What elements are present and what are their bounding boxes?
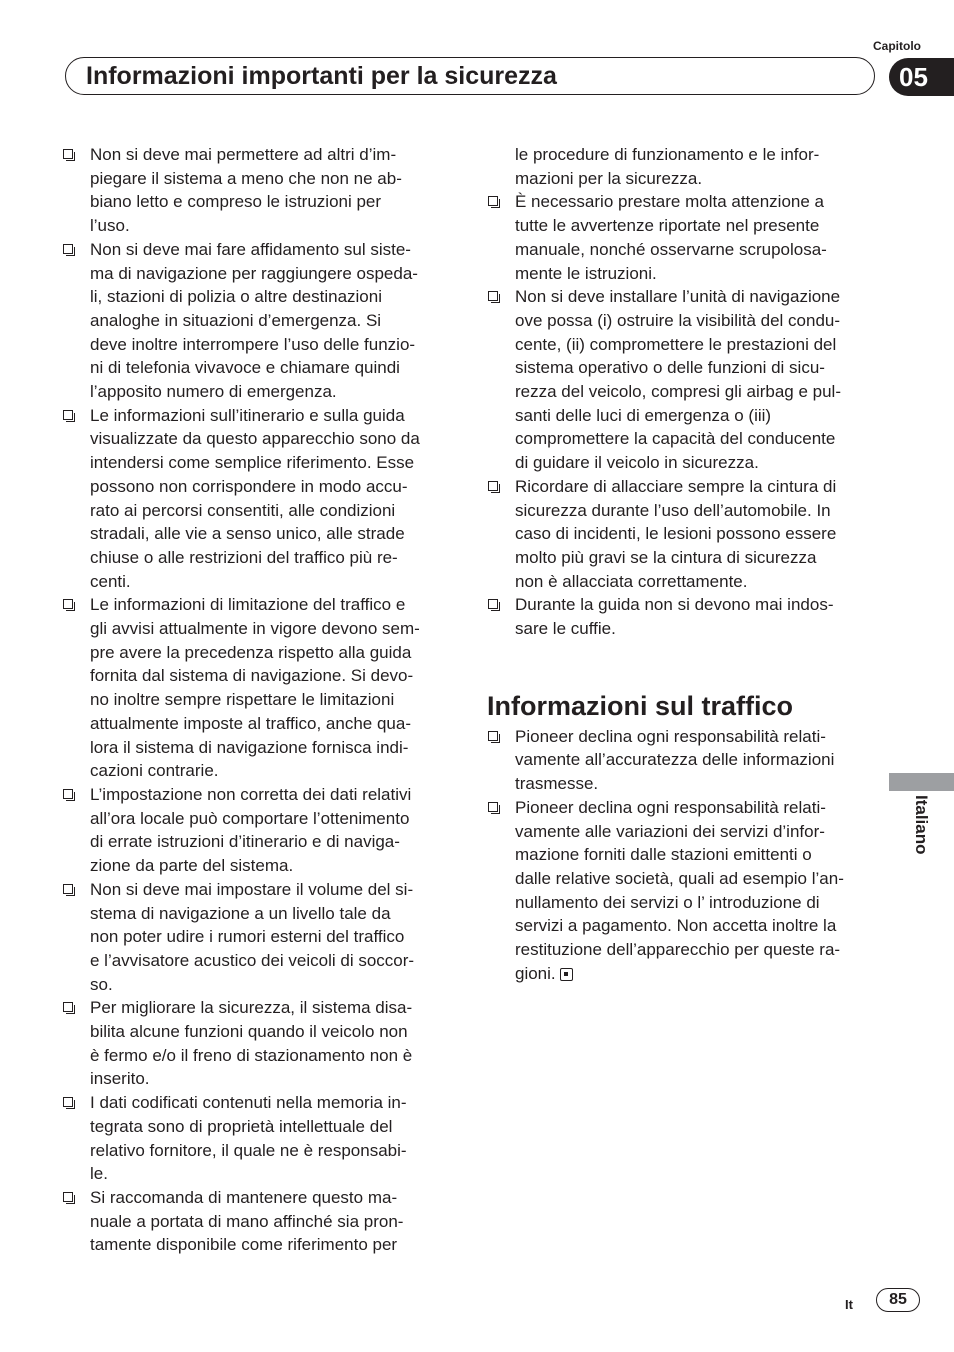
page-title: Informazioni importanti per la sicurezza	[86, 62, 557, 90]
list-item-text	[90, 404, 452, 594]
list-item-text	[515, 285, 877, 475]
text-line: deve inoltre interrompere l’uso delle funzio-	[90, 334, 416, 354]
text-line: ove possa (i) ostruire la visibilità del condu-	[515, 310, 841, 330]
list-item-text	[515, 796, 877, 986]
checkbox-bullet-icon	[488, 291, 498, 301]
checkbox-bullet-icon	[488, 731, 498, 741]
page-title-banner	[65, 57, 875, 95]
section-heading-traffic: Informazioni sul traffico	[487, 690, 794, 721]
text-line: all’ora locale può comportare l’ottenimento	[90, 808, 410, 828]
list-item	[487, 593, 877, 640]
checkbox-bullet-icon	[63, 149, 73, 159]
text-line: dalle relative società, quali ad esempio l’an-	[515, 868, 844, 888]
chapter-number: 05	[899, 62, 928, 92]
list-item-text	[515, 593, 877, 640]
checkbox-bullet-icon	[63, 1097, 73, 1107]
text-line: sicurezza durante l’uso dell’automobile. In	[515, 500, 831, 520]
text-line: Pioneer declina ogni responsabilità relati-	[515, 797, 826, 817]
text-line: caso di incidenti, le lesioni possono essere	[515, 524, 837, 544]
text-line: chiuse o alle restrizioni del traffico più re-	[90, 547, 398, 567]
text-line: cazioni contrarie.	[90, 761, 219, 781]
text-line: non è allacciata correttamente.	[515, 571, 748, 591]
text-line: le.	[90, 1164, 108, 1184]
text-line: attualmente imposte al traffico, anche qua-	[90, 713, 411, 733]
text-line: nullamento dei servizi o l’ introduzione di	[515, 892, 820, 912]
text-line: li, stazioni di polizia o altre destinazioni	[90, 287, 382, 307]
text-line: Le informazioni di limitazione del traffico e	[90, 595, 406, 615]
list-item	[62, 878, 452, 997]
text-line: gioni.	[515, 962, 877, 986]
traffic-info-list	[487, 725, 877, 986]
text-line: di errate istruzioni d’itinerario e di naviga-	[90, 832, 400, 852]
text-line: Durante la guida non si devono mai indos-	[515, 595, 834, 615]
chapter-label: Capitolo	[873, 39, 921, 53]
text-line: rezza del veicolo, compresi gli airbag e pul-	[515, 382, 841, 402]
checkbox-bullet-icon	[63, 1192, 73, 1202]
text-line: di guidare il veicolo in sicurezza.	[515, 453, 759, 473]
checkbox-bullet-icon	[63, 1002, 73, 1012]
text-line: è fermo e/o il freno di stazionamento non è	[90, 1045, 413, 1065]
text-line: fornita dal sistema di navigazione. Si devo-	[90, 666, 414, 686]
text-line: biano letto e compreso le istruzioni per	[90, 192, 382, 212]
text-line: lora il sistema di navigazione fornisca indi-	[90, 737, 409, 757]
text-line: compromettere la capacità del conducente	[515, 429, 836, 449]
text-line: santi delle luci di emergenza o (iii)	[515, 405, 772, 425]
language-side-tab	[889, 773, 954, 791]
text-line: Ricordare di allacciare sempre la cintura di	[515, 476, 837, 496]
checkbox-bullet-icon	[488, 481, 498, 491]
list-item	[487, 285, 877, 475]
text-line: I dati codificati contenuti nella memoria in-	[90, 1093, 407, 1113]
list-item	[62, 238, 452, 404]
text-line: Non si deve mai impostare il volume del si-	[90, 879, 414, 899]
safety-list-left	[62, 143, 452, 1257]
text-line: visualizzate da questo apparecchio sono da	[90, 429, 420, 449]
end-of-section-icon	[560, 968, 573, 981]
text-line: centi.	[90, 571, 131, 591]
text-line: e l’avvisatore acustico dei veicoli di soccor-	[90, 950, 415, 970]
text-line: ni di telefonia vivavoce e chiamare quindi	[90, 358, 400, 378]
text-line: gli avvisi attualmente in vigore devono sem-	[90, 619, 420, 639]
list-item	[62, 404, 452, 594]
list-item-text	[90, 878, 452, 997]
text-line: l’uso.	[90, 216, 130, 236]
list-item-text	[90, 593, 452, 783]
list-item-text	[90, 238, 452, 404]
text-line: vamente all’accuratezza delle informazioni	[515, 750, 835, 770]
page-number: 85	[876, 1288, 920, 1312]
text-line: mazione forniti dalle stazioni emittenti o	[515, 845, 812, 865]
text-line: no inoltre sempre rispettare le limitazioni	[90, 690, 395, 710]
checkbox-bullet-icon	[63, 244, 73, 254]
text-line: zione da parte del sistema.	[90, 856, 294, 876]
list-item	[62, 996, 452, 1091]
text-line: mazioni per la sicurezza.	[515, 168, 703, 188]
text-line: Non si deve mai permettere ad altri d’im-	[90, 145, 397, 164]
list-item	[62, 783, 452, 878]
list-item-text	[90, 1091, 452, 1186]
text-line: tamente disponibile come riferimento per	[90, 1235, 398, 1255]
text-line: l’apposito numero di emergenza.	[90, 382, 337, 402]
continued-list-item	[487, 143, 877, 190]
text-line: analoghe in situazioni d’emergenza. Si	[90, 310, 382, 330]
list-item	[62, 1091, 452, 1186]
list-item	[487, 796, 877, 986]
list-item-text	[515, 725, 877, 796]
text-line: cente, (ii) compromettere le prestazioni del	[515, 334, 837, 354]
text-line: so.	[90, 974, 113, 994]
checkbox-bullet-icon	[63, 599, 73, 609]
text-line: Per migliorare la sicurezza, il sistema disa-	[90, 998, 413, 1018]
checkbox-bullet-icon	[488, 196, 498, 206]
text-line: Non si deve installare l’unità di navigazione	[515, 287, 841, 307]
text-line: tutte le avvertenze riportate nel presente	[515, 216, 820, 236]
checkbox-bullet-icon	[488, 599, 498, 609]
list-item-text	[515, 475, 877, 594]
text-line: Si raccomanda di mantenere questo ma-	[90, 1187, 398, 1207]
list-item-text	[515, 190, 877, 285]
list-item	[62, 143, 452, 238]
text-line: non poter udire i rumori esterni del traffico	[90, 927, 405, 947]
right-column	[487, 143, 877, 986]
list-item-text	[90, 1186, 452, 1257]
text-line: stradali, alle vie a senso unico, alle strade	[90, 524, 405, 544]
language-code: It	[845, 1297, 853, 1312]
text-line: stema di navigazione a un livello tale da	[90, 903, 391, 923]
text-line: restituzione dell’apparecchio per queste ra-	[515, 940, 841, 960]
text-line: Pioneer declina ogni responsabilità relati-	[515, 726, 826, 746]
text-line: Non si deve mai fare affidamento sul siste-	[90, 239, 411, 259]
language-label: Italiano	[912, 795, 931, 855]
chapter-tab	[889, 58, 954, 96]
text-line: L’impostazione non corretta dei dati relativi	[90, 784, 412, 804]
text-line: piegare il sistema a meno che non ne ab-	[90, 168, 402, 188]
text-line: pre avere la precedenza rispetto alla guida	[90, 642, 412, 662]
checkbox-bullet-icon	[63, 884, 73, 894]
list-item	[487, 190, 877, 285]
checkbox-bullet-icon	[63, 410, 73, 420]
checkbox-bullet-icon	[63, 789, 73, 799]
text-line: relativo fornitore, il quale ne è responsabi-	[90, 1140, 407, 1160]
text-line: vamente alle variazioni dei servizi d’infor-	[515, 821, 825, 841]
text-line: mente le istruzioni.	[515, 263, 657, 283]
text-line: possono non corrispondere in modo accu-	[90, 476, 408, 496]
text-line: nuale a portata di mano affinché sia pron-	[90, 1211, 404, 1231]
text-line: È necessario prestare molta attenzione a	[515, 192, 825, 212]
list-item	[487, 475, 877, 594]
list-item-text	[90, 143, 452, 238]
list-item	[62, 1186, 452, 1257]
left-column	[62, 143, 452, 1257]
text-line: bilita alcune funzioni quando il veicolo non	[90, 1022, 408, 1042]
checkbox-bullet-icon	[488, 802, 498, 812]
text-line: rato ai percorsi consentiti, alle condizioni	[90, 500, 396, 520]
list-item	[62, 593, 452, 783]
text-line: tegrata sono di proprietà intellettuale del	[90, 1116, 393, 1136]
text-line: inserito.	[90, 1069, 150, 1089]
text-line: trasmesse.	[515, 774, 599, 794]
text-line: intendersi come semplice riferimento. Esse	[90, 453, 415, 473]
text-line: sistema operativo o delle funzioni di sicu-	[515, 358, 825, 378]
list-item	[487, 725, 877, 796]
text-line: Le informazioni sull’itinerario e sulla guida	[90, 405, 405, 425]
text-line: sare le cuffie.	[515, 619, 616, 639]
text-line: manuale, nonché osservarne scrupolosa-	[515, 239, 827, 259]
safety-list-right	[487, 190, 877, 640]
list-item-text	[90, 783, 452, 878]
text-line: ma di navigazione per raggiungere ospeda-	[90, 263, 418, 283]
text-line: servizi a pagamento. Non accetta inoltre la	[515, 916, 837, 936]
text-line: le procedure di funzionamento e le infor-	[515, 145, 820, 164]
text-line: molto più gravi se la cintura di sicurezza	[515, 547, 817, 567]
list-item-text	[90, 996, 452, 1091]
